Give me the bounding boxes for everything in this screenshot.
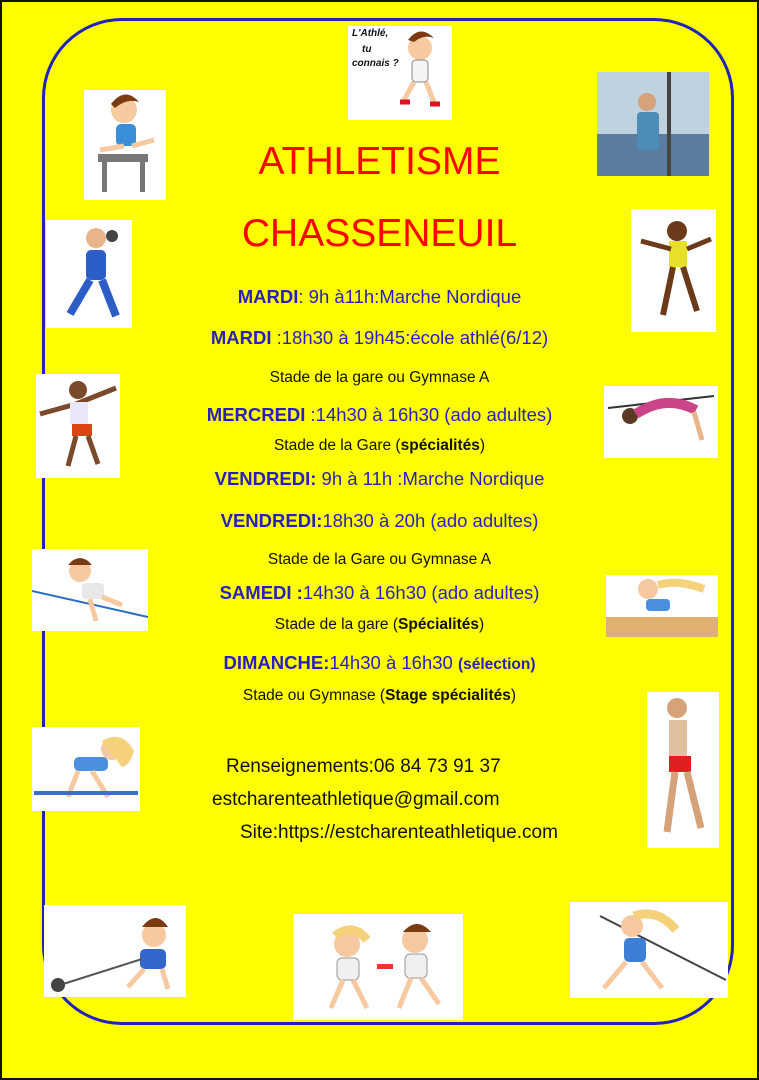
schedule-detail: 14h30 à 16h30 (ado adultes) [302, 582, 540, 603]
contact-phone: Renseignements:06 84 73 91 37 [226, 756, 501, 777]
gymnast-jumper [36, 374, 120, 478]
schedule-detail: 9h à 11h :Marche Nordique [316, 468, 545, 489]
schedule-detail: 14h30 à 16h30 [329, 652, 458, 673]
day-label: VENDREDI: [214, 468, 317, 489]
day-label: DIMANCHE: [223, 652, 330, 673]
sprinter-start [32, 727, 140, 811]
day-label: MERCREDI [206, 404, 306, 425]
schedule-detail: :18h30 à 19h45:école athlé(6/12) [271, 327, 549, 348]
schedule-line [0, 404, 759, 426]
place-text: Stade de la Gare ( [273, 437, 401, 454]
place-bold: Spécialités [398, 616, 480, 633]
javelin-thrower [570, 902, 728, 998]
badge-text-2: tu [362, 44, 372, 55]
day-label: SAMEDI : [219, 582, 303, 603]
schedule-line [0, 652, 759, 674]
schedule-place [0, 616, 759, 634]
place-text: ) [510, 687, 517, 704]
hammer-thrower [44, 905, 186, 997]
schedule-line [0, 510, 759, 532]
schedule-line [0, 468, 759, 490]
schedule-detail: :14h30 à 16h30 (ado adultes) [305, 404, 553, 425]
cartoon-runner-badge [348, 26, 452, 120]
day-label: MARDI [210, 327, 272, 348]
day-label: MARDI [237, 286, 299, 307]
schedule-place [0, 687, 759, 705]
schedule-line [0, 582, 759, 604]
place-text: ) [479, 616, 485, 633]
schedule-detail: 18h30 à 20h (ado adultes) [322, 510, 539, 531]
place-text: Stade ou Gymnase ( [242, 687, 386, 704]
runner-photo [647, 692, 719, 848]
place-text: ) [479, 437, 486, 454]
schedule-detail: : 9h à11h:Marche Nordique [298, 286, 522, 307]
schedule-place: Stade de la gare ou Gymnase A [269, 369, 490, 386]
place-bold: Stage spécialités [385, 687, 511, 704]
schedule-line [0, 327, 759, 349]
badge-text-1: L'Athlé, [352, 28, 389, 39]
place-text: Stade de la gare ( [274, 616, 399, 633]
contact-site[interactable]: Site:https://estcharenteathletique.com [240, 822, 558, 843]
schedule-detail-bold: (sélection) [457, 656, 536, 673]
title-chasseneuil: CHASSENEUIL [241, 212, 518, 255]
schedule-place [0, 437, 759, 455]
day-label: VENDREDI: [220, 510, 323, 531]
schedule-place: Stade de la Gare ou Gymnase A [267, 551, 492, 568]
contact-email[interactable]: estcharenteathletique@gmail.com [212, 789, 500, 810]
place-bold: spécialités [400, 437, 480, 454]
schedule-line [0, 286, 759, 308]
badge-text-3: connais ? [352, 58, 399, 69]
title-athletisme: ATHLETISME [258, 140, 501, 183]
relay-runners [293, 914, 463, 1020]
